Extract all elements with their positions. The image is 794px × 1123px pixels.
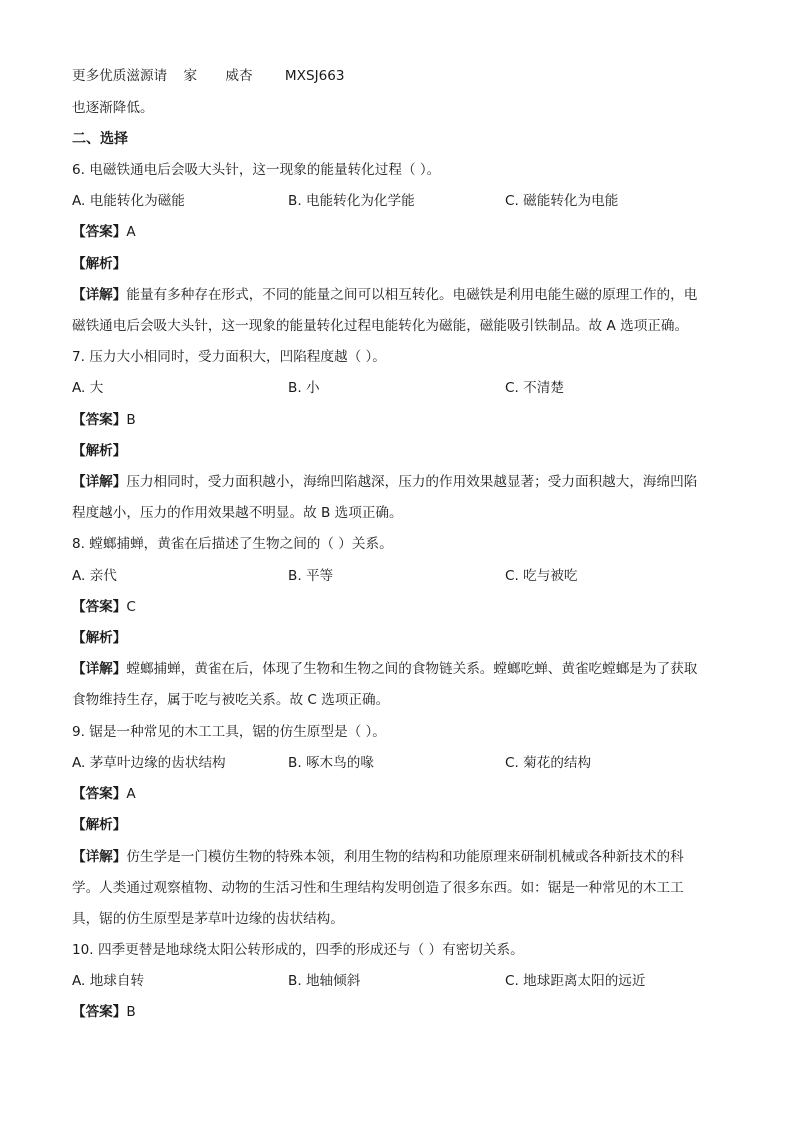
- detail-tag: 【详解】: [72, 849, 127, 865]
- detail-line: 具，锯的仿生原型是茅草叶边缘的齿状结构。: [72, 911, 344, 927]
- section-title: 二、选择: [72, 131, 128, 147]
- option-c: C. 不清楚: [505, 380, 564, 396]
- header-text-4: MXSJ663: [284, 68, 345, 84]
- option-a: A. 大: [72, 380, 104, 396]
- page-header: [72, 67, 722, 85]
- detail-line: [72, 660, 722, 678]
- option-c: C. 磁能转化为电能: [505, 193, 619, 209]
- answer-line: [72, 1003, 722, 1021]
- detail-line: 食物维持生存，属于吃与被吃关系。故 C 选项正确。: [72, 692, 390, 708]
- detail-tag: 【详解】: [72, 661, 127, 677]
- detail-tag: 【详解】: [72, 287, 127, 303]
- detail-text: 螳螂捕蝉，黄雀在后，体现了生物和生物之间的食物链关系。螳螂吃蝉、黄雀吃螳螂是为了获取: [126, 661, 698, 677]
- answer-tag: 【答案】: [72, 224, 127, 240]
- analysis-tag: 【解析】: [72, 256, 127, 272]
- option-c: C. 地球距离太阳的远近: [505, 973, 646, 989]
- question-stem: 8. 螳螂捕蝉，黄雀在后描述了生物之间的（ ）关系。: [72, 536, 393, 552]
- question-stem: 9. 锯是一种常见的木工工具，锯的仿生原型是（ ）。: [72, 724, 386, 740]
- detail-text: 能量有多种存在形式，不同的能量之间可以相互转化。电磁铁是利用电能生磁的原理工作的，电: [126, 287, 698, 303]
- detail-line: 程度越小，压力的作用效果越不明显。故 B 选项正确。: [72, 505, 403, 521]
- option-c: C. 菊花的结构: [505, 755, 592, 771]
- answer-tag: 【答案】: [72, 599, 127, 615]
- answer-value: B: [126, 412, 136, 428]
- option-a: A. 地球自转: [72, 973, 145, 989]
- detail-text: 仿生学是一门模仿生物的特殊本领，利用生物的结构和功能原理来研制机械或各种新技术的科: [126, 849, 684, 865]
- option-b: B. 啄木鸟的喙: [288, 755, 374, 771]
- answer-value: A: [126, 224, 136, 240]
- detail-line: 磁铁通电后会吸大头针，这一现象的能量转化过程电能转化为磁能，磁能吸引铁制品。故 A 选项正确。: [72, 318, 689, 334]
- answer-value: B: [126, 1004, 136, 1020]
- header-text-3: 威杏: [225, 68, 253, 84]
- analysis-tag: 【解析】: [72, 817, 127, 833]
- question-stem: 7. 压力大小相同时，受力面积大，凹陷程度越（ ）。: [72, 349, 386, 365]
- option-a: A. 电能转化为磁能: [72, 193, 185, 209]
- answer-tag: 【答案】: [72, 786, 127, 802]
- option-b: B. 平等: [288, 568, 334, 584]
- option-b: B. 电能转化为化学能: [288, 193, 415, 209]
- answer-line: [72, 598, 722, 616]
- header-text-2: 家: [183, 68, 198, 84]
- question-stem: 6. 电磁铁通电后会吸大头针，这一现象的能量转化过程（ ）。: [72, 162, 441, 178]
- option-c: C. 吃与被吃: [505, 568, 578, 584]
- analysis-tag: 【解析】: [72, 443, 127, 459]
- detail-text: 压力相同时，受力面积越小，海绵凹陷越深，压力的作用效果越显著；受力面积越大，海绵凹陷: [126, 474, 698, 490]
- answer-value: C: [126, 599, 136, 615]
- answer-line: [72, 223, 722, 241]
- answer-line: [72, 411, 722, 429]
- detail-line: [72, 848, 722, 866]
- detail-line: 学。人类通过观察植物、动物的生活习性和生理结构发明创造了很多东西。如：锯是一种常见的木工工: [72, 880, 684, 896]
- option-a: A. 茅草叶边缘的齿状结构: [72, 755, 226, 771]
- carry-over-text: 也逐渐降低。: [72, 100, 154, 116]
- header-text-1: 更多优质滋源请: [72, 68, 168, 84]
- option-b: B. 地轴倾斜: [288, 973, 361, 989]
- detail-line: [72, 473, 722, 491]
- option-b: B. 小: [288, 380, 320, 396]
- answer-line: [72, 785, 722, 803]
- option-a: A. 亲代: [72, 568, 117, 584]
- detail-line: [72, 286, 722, 304]
- answer-tag: 【答案】: [72, 412, 127, 428]
- question-stem: 10. 四季更替是地球绕太阳公转形成的，四季的形成还与（ ）有密切关系。: [72, 942, 524, 958]
- answer-tag: 【答案】: [72, 1004, 127, 1020]
- answer-value: A: [126, 786, 136, 802]
- detail-tag: 【详解】: [72, 474, 127, 490]
- analysis-tag: 【解析】: [72, 630, 127, 646]
